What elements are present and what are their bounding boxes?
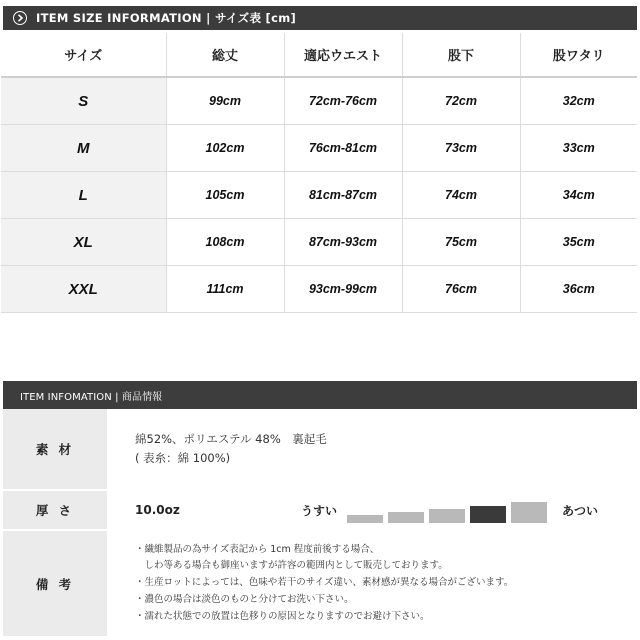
- total-length-cell: 108cm: [166, 219, 284, 266]
- item-info-table: [3, 409, 637, 638]
- table-row: [1, 77, 637, 125]
- total-length-cell: 105cm: [166, 172, 284, 219]
- column-header-waist: 適応ウエスト: [284, 33, 402, 77]
- table-row: [1, 125, 637, 172]
- note-line: ・生産ロットによっては、色味や若干のサイズ違い、素材感が異なる場合がございます。: [135, 577, 514, 589]
- note-line: ・濡れた状態での放置は色移りの原因となりますのでお避け下さい。: [135, 610, 430, 622]
- thigh-cell: 36cm: [520, 266, 637, 313]
- size-table-header-row: [1, 33, 637, 77]
- inseam-cell: 73cm: [402, 125, 520, 172]
- thickness-level-1: [347, 515, 383, 523]
- inseam-cell: 75cm: [402, 219, 520, 266]
- column-header-total-length: 総丈: [166, 33, 284, 77]
- total-length-cell: 102cm: [166, 125, 284, 172]
- size-name-cell: XL: [1, 219, 166, 266]
- material-body: [107, 409, 637, 489]
- item-info-title: ITEM INFOMATION | 商品情報: [20, 391, 163, 403]
- thick-label: あつい: [562, 503, 599, 518]
- thickness-value: 10.0oz: [135, 503, 180, 517]
- table-row: [1, 219, 637, 266]
- notes-text: [135, 542, 513, 626]
- thigh-cell: 33cm: [520, 125, 637, 172]
- thickness-row: [3, 491, 637, 531]
- material-row: [3, 409, 637, 491]
- material-line: 綿52%、ポリエステル 48% 裏起毛: [135, 432, 327, 446]
- waist-cell: 72cm-76cm: [284, 77, 402, 125]
- thickness-scale-bars: [347, 497, 552, 523]
- column-header-size: サイズ: [1, 33, 166, 77]
- material-label: 素 材: [3, 409, 107, 489]
- total-length-cell: 111cm: [166, 266, 284, 313]
- thin-label: うすい: [301, 503, 338, 518]
- inseam-cell: 72cm: [402, 77, 520, 125]
- waist-cell: 87cm-93cm: [284, 219, 402, 266]
- size-name-cell: XXL: [1, 266, 166, 313]
- circle-chevron-right-icon: [13, 11, 27, 25]
- size-name-cell: L: [1, 172, 166, 219]
- table-row: [1, 172, 637, 219]
- inseam-cell: 74cm: [402, 172, 520, 219]
- size-name-cell: M: [1, 125, 166, 172]
- total-length-cell: 99cm: [166, 77, 284, 125]
- note-line: ・濃色の場合は淡色のものと分けてお洗い下さい。: [135, 593, 354, 605]
- thickness-label: 厚 さ: [3, 491, 107, 529]
- notes-body: [107, 531, 637, 636]
- size-table: [1, 33, 637, 313]
- thigh-cell: 35cm: [520, 219, 637, 266]
- size-info-title: ITEM SIZE INFORMATION | サイズ表 [cm]: [36, 11, 297, 25]
- column-header-inseam: 股下: [402, 33, 520, 77]
- thickness-level-3: [429, 509, 465, 523]
- thigh-cell: 32cm: [520, 77, 637, 125]
- column-header-thigh: 股ワタリ: [520, 33, 637, 77]
- waist-cell: 76cm-81cm: [284, 125, 402, 172]
- size-info-header: [3, 6, 637, 30]
- thickness-level-4: [470, 506, 506, 523]
- material-text: [135, 430, 327, 468]
- notes-label: 備 考: [3, 531, 107, 636]
- waist-cell: 81cm-87cm: [284, 172, 402, 219]
- thickness-level-5: [511, 502, 547, 523]
- notes-row: [3, 531, 637, 638]
- thigh-cell: 34cm: [520, 172, 637, 219]
- size-name-cell: S: [1, 77, 166, 125]
- thickness-level-2: [388, 512, 424, 523]
- waist-cell: 93cm-99cm: [284, 266, 402, 313]
- thickness-scale: [301, 497, 598, 523]
- material-line: ( 表糸：綿 100%): [135, 451, 231, 465]
- note-line: ・繊維製品の為サイズ表記から 1cm 程度前後する場合、: [135, 543, 380, 555]
- item-info-header: [3, 381, 637, 409]
- note-line: しわ等ある場合も御座いますが許容の範囲内として販売しております。: [135, 560, 448, 572]
- table-row: [1, 266, 637, 313]
- thickness-body: [107, 491, 637, 529]
- inseam-cell: 76cm: [402, 266, 520, 313]
